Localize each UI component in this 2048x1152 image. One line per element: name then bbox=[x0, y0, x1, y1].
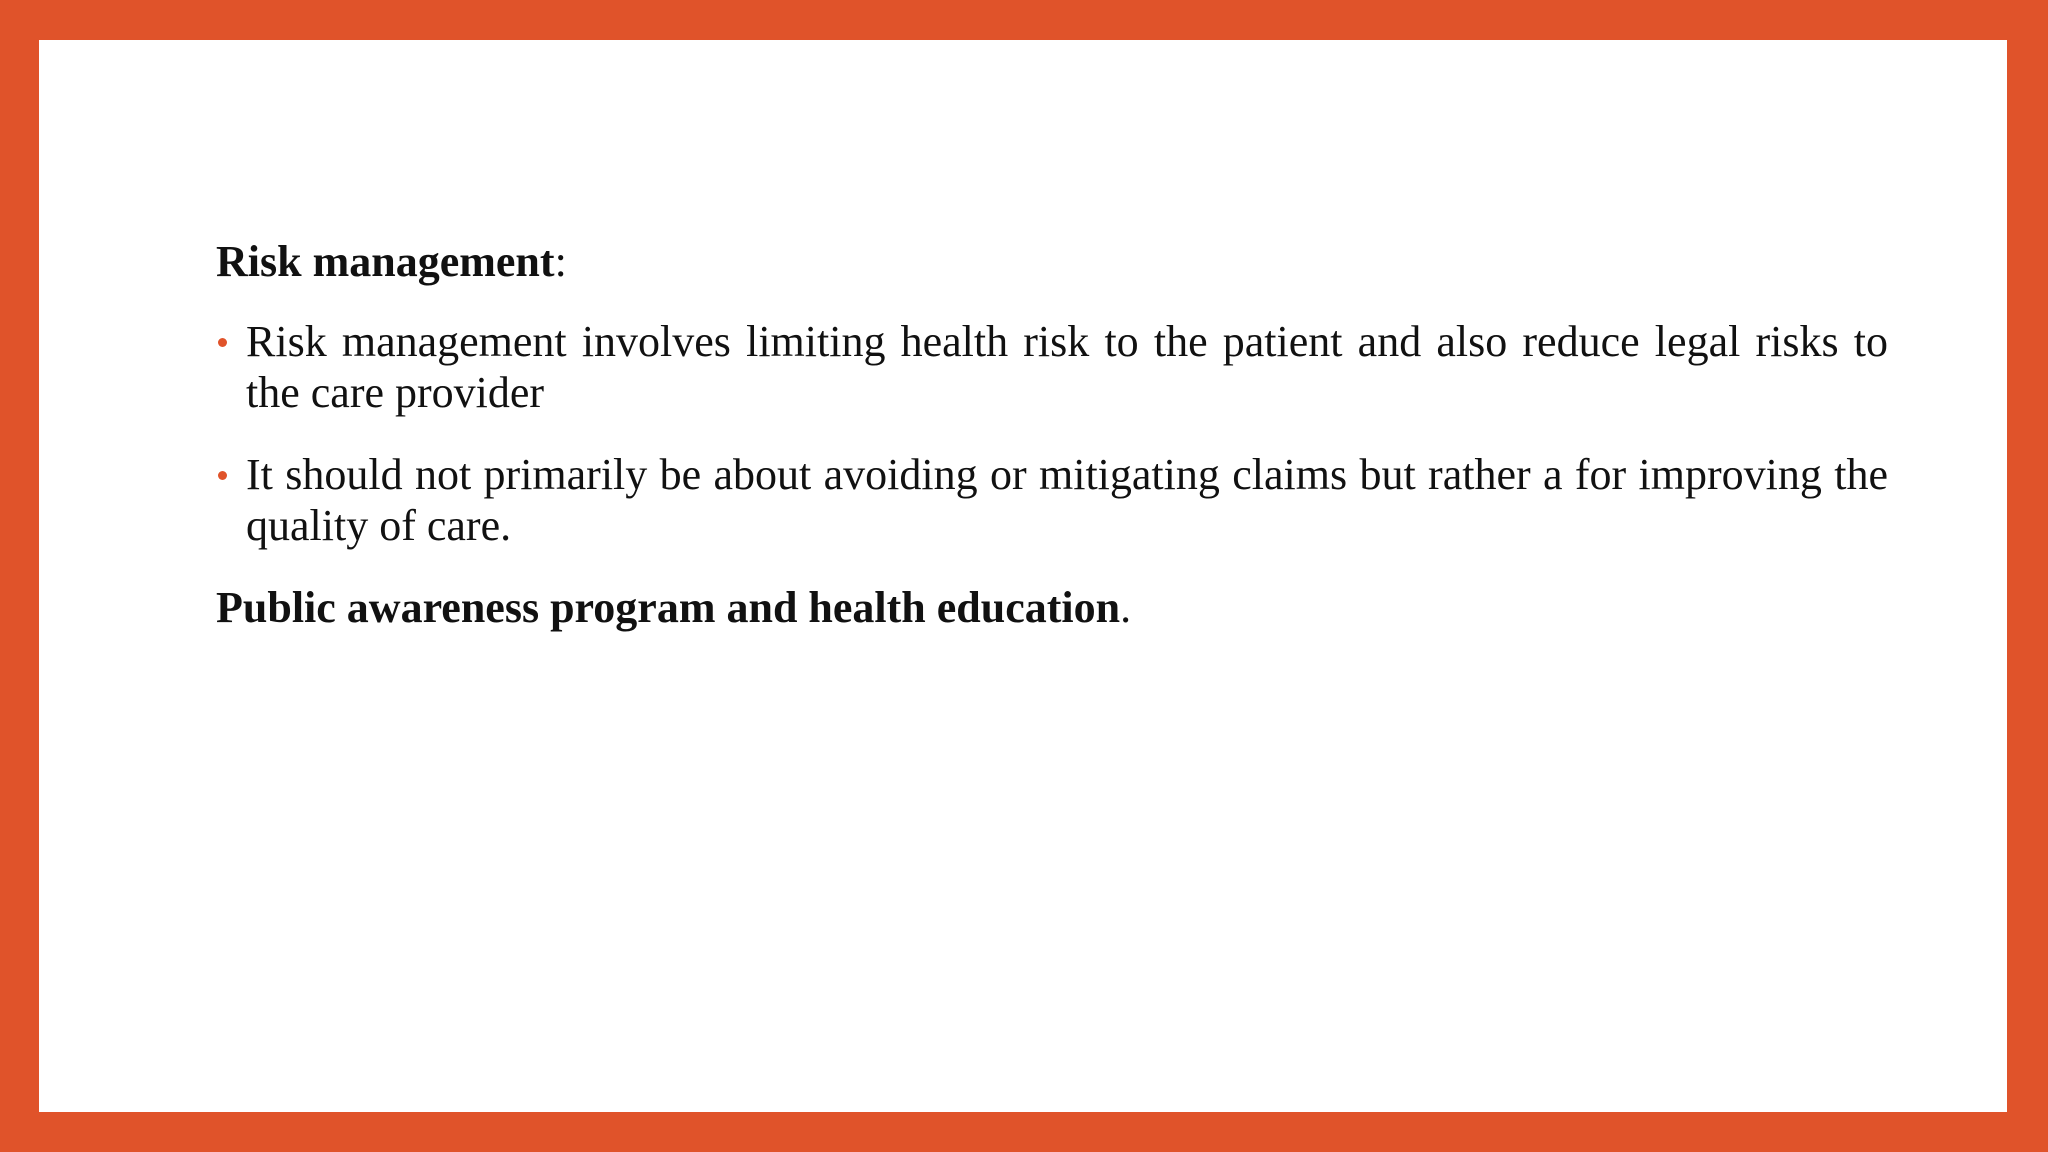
slide-canvas bbox=[39, 40, 2007, 1112]
risk-management-heading bbox=[216, 236, 1888, 287]
bullet-dot-icon bbox=[218, 338, 227, 347]
bullet-dot-icon bbox=[218, 471, 227, 480]
slide-content bbox=[216, 236, 1888, 633]
heading-suffix: : bbox=[554, 237, 567, 286]
bullet-list bbox=[216, 316, 1888, 551]
bullet-item bbox=[216, 449, 1888, 551]
heading-bold-text: Public awareness program and health education bbox=[216, 583, 1121, 632]
bullet-item bbox=[216, 316, 1888, 418]
bullet-text: It should not primarily be about avoiding or mitigating claims but rather a for improving the quality of care. bbox=[246, 450, 1888, 550]
heading-bold-text: Risk management bbox=[216, 237, 555, 286]
bullet-text: Risk management involves limiting health risk to the patient and also reduce legal risks to the care provider bbox=[246, 317, 1888, 417]
heading-suffix: . bbox=[1120, 583, 1132, 632]
public-awareness-heading bbox=[216, 582, 1888, 633]
